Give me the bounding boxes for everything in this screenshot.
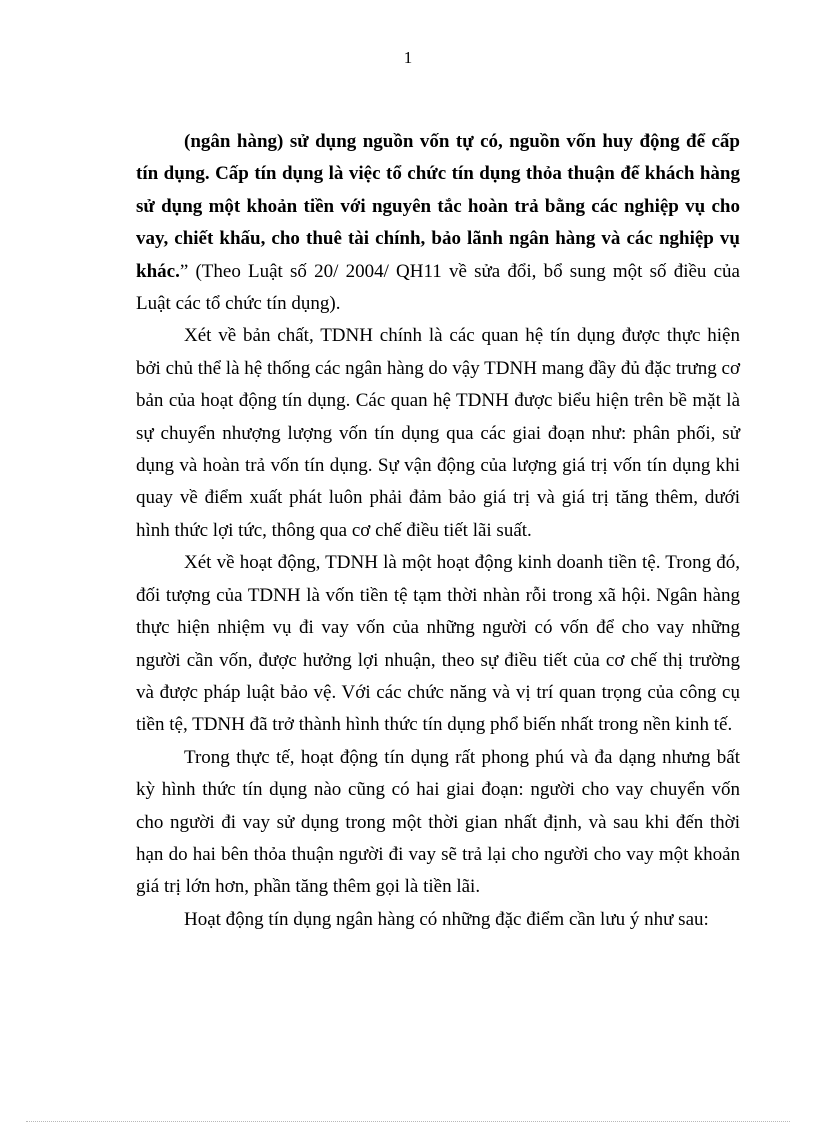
paragraph-characteristics-intro: Hoạt động tín dụng ngân hàng có những đặc điểm cần lưu ý như sau:: [184, 908, 709, 930]
document-body: [136, 126, 740, 936]
paragraph-credit-definition: [136, 126, 740, 320]
page-number: 1: [403, 48, 413, 67]
credit-definition-quote: (ngân hàng) sử dụng nguồn vốn tự có, nguồn vốn huy động để cấp tín dụng. Cấp tín dụng là việc tổ chức tín dụng thỏa thuận để khách hàng sử dụng một khoản tiền với nguyên tắc hoàn trả bằng các nghiệp vụ cho vay, chiết khấu, cho thuê tài chính, bảo lãnh ngân hàng và các nghiệp vụ khác.: [136, 131, 740, 282]
page-bottom-divider: [26, 1121, 790, 1122]
paragraph-nature: Xét về bản chất, TDNH chính là các quan hệ tín dụng được thực hiện bởi chủ thể là hệ thống các ngân hàng do vậy TDNH mang đầy đủ đặc trưng cơ bản của hoạt động tín dụng. Các quan hệ TDNH được biểu hiện trên bề mặt là sự chuyển nhượng lượng vốn tín dụng qua các giai đoạn như: phân phối, sử dụng và hoàn trả vốn tín dụng. Sự vận động của lượng giá trị vốn tín dụng khi quay về điểm xuất phát luôn phải đảm bảo giá trị và giá trị tăng thêm, dưới hình thức lợi tức, thông qua cơ chế điều tiết lãi suất.: [136, 325, 740, 541]
paragraph-practice: Trong thực tế, hoạt động tín dụng rất phong phú và đa dạng nhưng bất kỳ hình thức tín dụng nào cũng có hai giai đoạn: người cho vay chuyển vốn cho người đi vay sử dụng trong một thời gian nhất định, và sau khi đến thời hạn do hai bên thỏa thuận người đi vay sẽ trả lại cho người cho vay một khoản giá trị lớn hơn, phần tăng thêm gọi là tiền lãi.: [136, 746, 740, 898]
paragraph-activity: Xét về hoạt động, TDNH là một hoạt động kinh doanh tiền tệ. Trong đó, đối tượng của TDNH là vốn tiền tệ tạm thời nhàn rỗi trong xã hội. Ngân hàng thực hiện nhiệm vụ đi vay vốn của những người có vốn để cho vay những người cần vốn, được hưởng lợi nhuận, theo sự điều tiết của cơ chế thị trường và được pháp luật bảo vệ. Với các chức năng và vị trí quan trọng của công cụ tiền tệ, TDNH đã trở thành hình thức tín dụng phổ biến nhất trong nền kinh tế.: [136, 552, 740, 736]
law-citation: ” (Theo Luật số 20/ 2004/ QH11 về sửa đổi, bổ sung một số điều của Luật các tổ chức tín dụng).: [136, 260, 740, 315]
